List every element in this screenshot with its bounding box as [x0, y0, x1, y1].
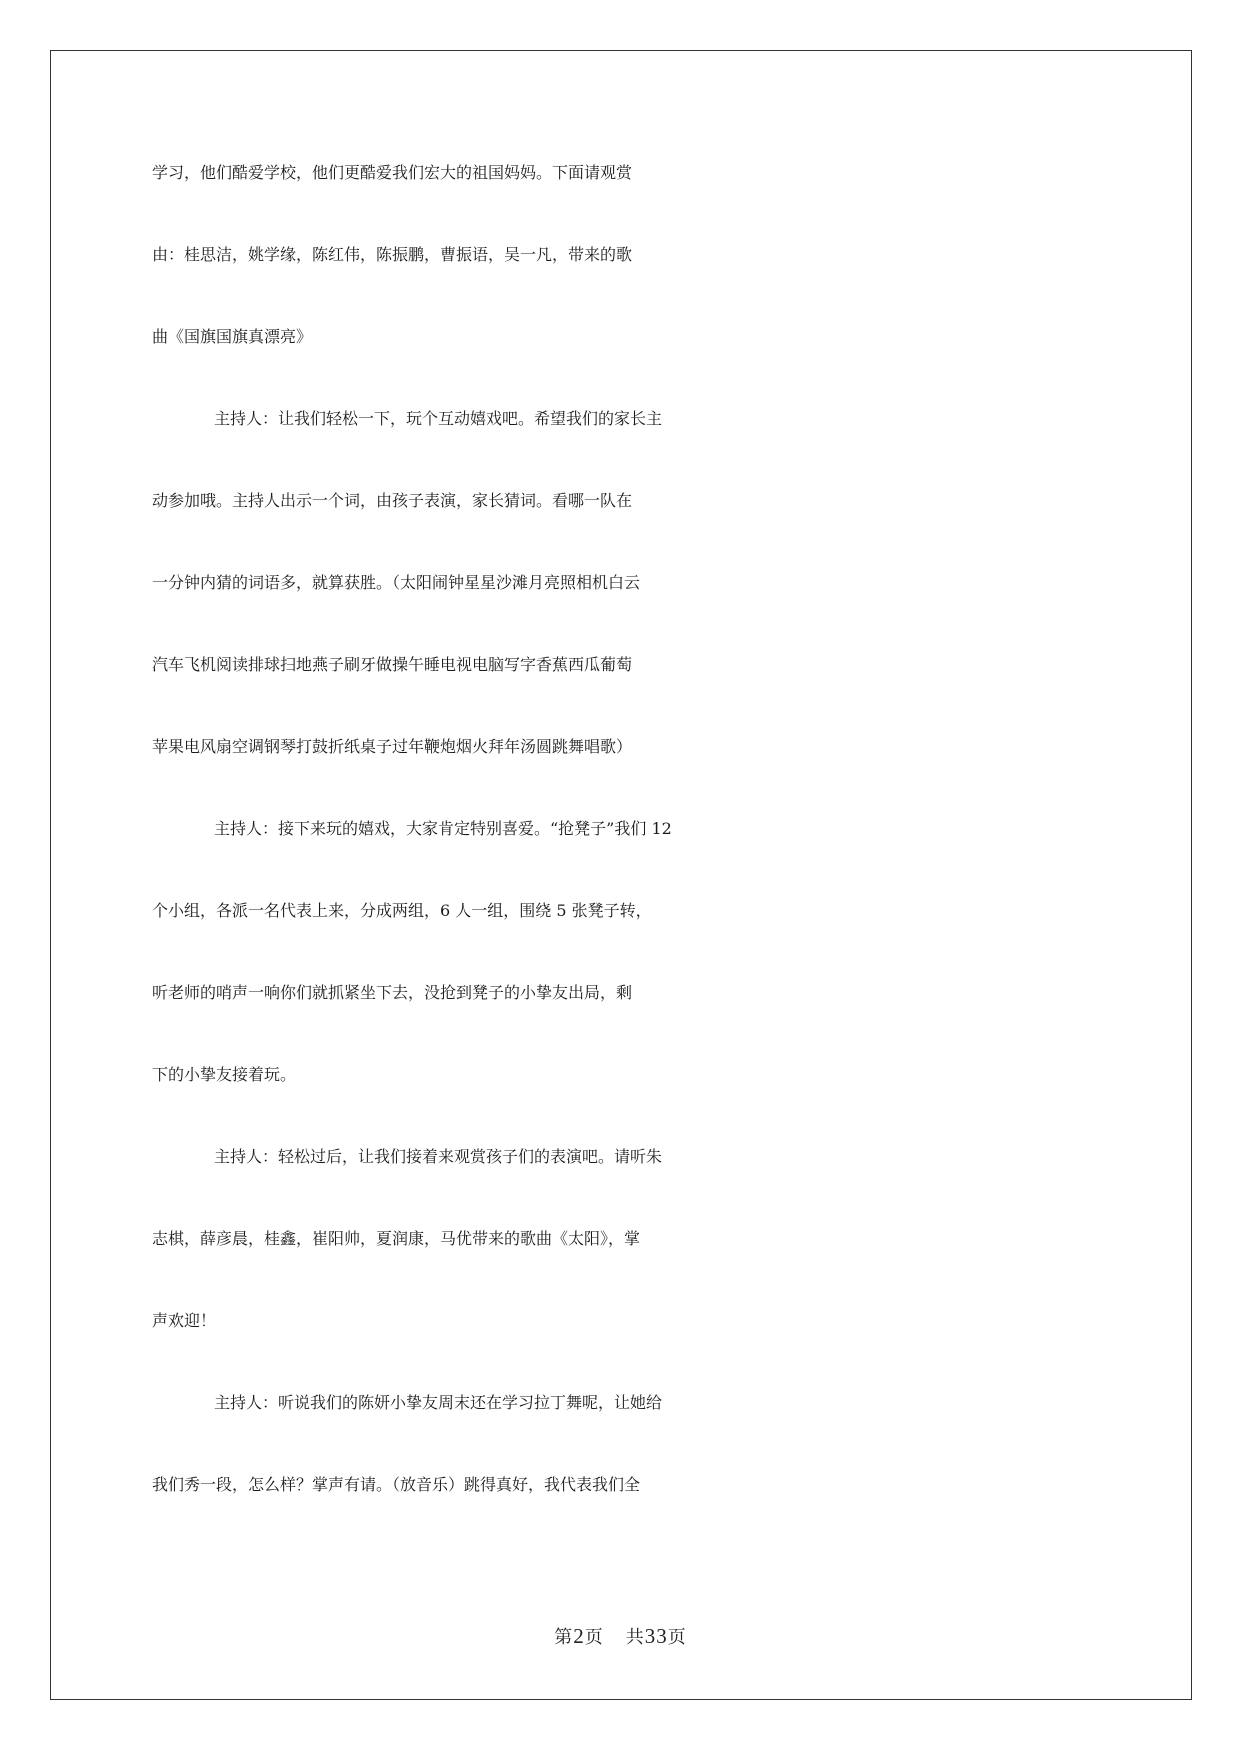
text-line: 一分钟内猜的词语多，就算获胜。（太阳闹钟星星沙滩月亮照相机白云	[152, 573, 641, 592]
page-number: 2	[573, 1624, 585, 1648]
text-line: 苹果电风扇空调钢琴打鼓折纸桌子过年鞭炮烟火拜年汤圆跳舞唱歌）	[152, 737, 633, 756]
page-suffix: 页	[584, 1627, 604, 1648]
text-line: 志棋，薛彦晨，桂鑫，崔阳帅，夏润康，马优带来的歌曲《太阳》，掌	[152, 1229, 641, 1248]
text-line: 由：桂思洁，姚学缘，陈红伟，陈振鹏，曹振语，吴一凡，带来的歌	[152, 245, 633, 264]
text-line: 学习，他们酷爱学校，他们更酷爱我们宏大的祖国妈妈。下面请观赏	[152, 163, 633, 182]
text-line: 动参加哦。主持人出示一个词，由孩子表演，家长猜词。看哪一队在	[152, 491, 633, 510]
total-suffix: 页	[667, 1627, 687, 1648]
page-footer	[0, 1624, 1241, 1650]
text-line: 个小组，各派一名代表上来，分成两组，6 人一组，围绕 5 张凳子转，	[152, 901, 652, 920]
text-line: 下的小挚友接着玩。	[152, 1065, 297, 1084]
text-line: 听老师的哨声一响你们就抓紧坐下去，没抢到凳子的小挚友出局，剩	[152, 983, 633, 1002]
page-prefix: 第	[554, 1627, 574, 1648]
text-line: 主持人：让我们轻松一下，玩个互动嬉戏吧。希望我们的家长主	[214, 409, 663, 428]
text-line: 主持人：轻松过后，让我们接着来观赏孩子们的表演吧。请听朱	[214, 1147, 663, 1166]
text-line: 主持人：接下来玩的嬉戏，大家肯定特别喜爱。“抢凳子”我们 12	[214, 819, 672, 838]
text-line: 曲《国旗国旗真漂亮》	[152, 327, 313, 346]
text-line: 主持人：听说我们的陈妍小挚友周末还在学习拉丁舞呢，让她给	[214, 1393, 663, 1412]
total-prefix: 共	[625, 1627, 645, 1648]
text-line: 我们秀一段，怎么样？掌声有请。（放音乐）跳得真好，我代表我们全	[152, 1475, 641, 1494]
page-total: 33	[644, 1624, 668, 1648]
document-body	[152, 160, 1092, 1554]
text-line: 汽车飞机阅读排球扫地燕子刷牙做操午睡电视电脑写字香蕉西瓜葡萄	[152, 655, 633, 674]
text-line: 声欢迎！	[152, 1311, 217, 1330]
